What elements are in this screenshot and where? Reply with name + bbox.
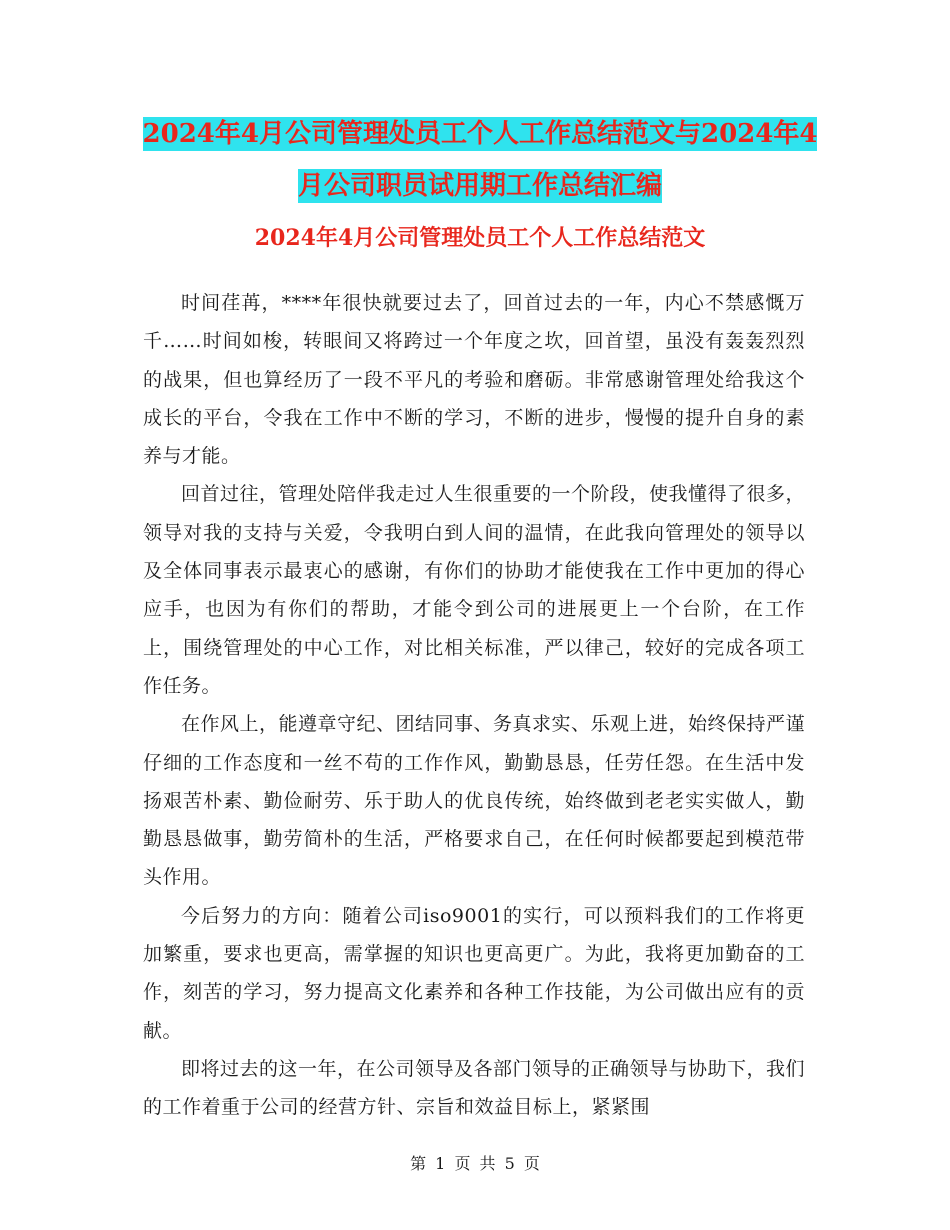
paragraph: 今后努力的方向：随着公司iso9001的实行，可以预料我们的工作将更加繁重，要求也更高，需掌握的知识也更高更广。为此，我将更加勤奋的工作，刻苦的学习，努力提高文化素养和各种工作技能，为公司做出应有的贡献。 <box>143 904 805 1042</box>
document-title-text: 2024年4月公司管理处员工个人工作总结范文与2024年4月公司职员试用期工作总结汇编 <box>142 119 818 201</box>
paragraph: 回首过往，管理处陪伴我走过人生很重要的一个阶段，使我懂得了很多，领导对我的支持与关爱，令我明白到人间的温情，在此我向管理处的领导以及全体同事表示最衷心的感谢，有你们的协助才能使我在工作中更加的得心应手，也因为有你们的帮助，才能令到公司的进展更上一个台阶，在工作上，围绕管理处的中心工作，对比相关标准，严以律己，较好的完成各项工作任务。 <box>143 483 806 697</box>
paragraph: 即将过去的这一年，在公司领导及各部门领导的正确领导与协助下，我们的工作着重于公司的经营方针、宗旨和效益目标上，紧紧围 <box>143 1057 806 1119</box>
paragraph: 在作风上，能遵章守纪、团结同事、务真求实、乐观上进，始终保持严谨仔细的工作态度和一丝不苟的工作作风，勤勤恳恳，任劳任怨。在生活中发扬艰苦朴素、勤俭耐劳、乐于助人的优良传统，始终做到老老实实做人，勤勤恳恳做事，勤劳简朴的生活，严格要求自己，在任何时候都要起到模范带头作用。 <box>143 713 806 889</box>
paragraph: 时间荏苒，****年很快就要过去了，回首过去的一年，内心不禁感慨万千……时间如梭，转眼间又将跨过一个年度之坎，回首望，虽没有轰轰烈烈的战果，但也算经历了一段不平凡的考验和磨砺。非常感谢管理处给我这个成长的平台，令我在工作中不断的学习，不断的进步，慢慢的提升自身的素养与才能。 <box>143 292 805 468</box>
document-body <box>143 284 805 1127</box>
page-footer: 第 1 页 共 5 页 <box>410 1154 540 1173</box>
section-title: 2024年4月公司管理处员工个人工作总结范文 <box>254 225 706 251</box>
document-title <box>140 108 820 212</box>
